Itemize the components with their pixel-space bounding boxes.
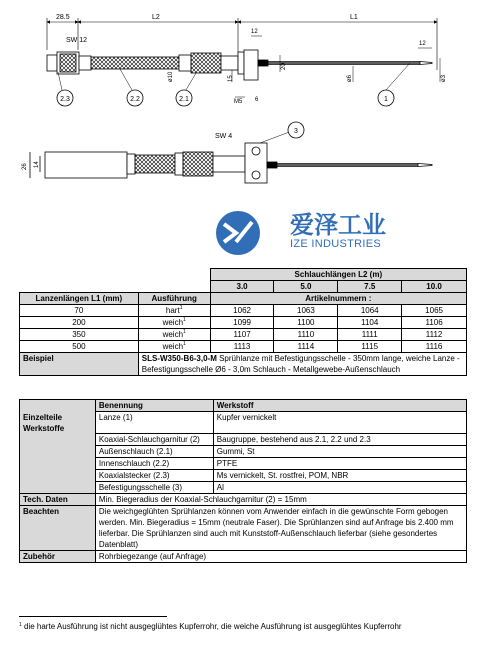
article-number: 1111 bbox=[338, 329, 402, 341]
article-number: 1107 bbox=[210, 329, 274, 341]
article-number: 1062 bbox=[210, 305, 274, 317]
table-row bbox=[20, 412, 467, 434]
callout-1 bbox=[378, 90, 394, 106]
article-number: 1104 bbox=[338, 317, 402, 329]
part-name: Befestigungsschelle (3) bbox=[95, 482, 213, 494]
dim-l1: L1 bbox=[350, 14, 358, 21]
dim-28-5: 28.5 bbox=[56, 14, 70, 21]
dim-6: 6 bbox=[255, 97, 259, 103]
article-number: 1063 bbox=[274, 305, 338, 317]
article-number: 1113 bbox=[210, 341, 274, 353]
tech-data-text: Min. Biegeradius der Koaxial-Schlauchgarnitur (2) = 15mm bbox=[95, 494, 466, 506]
parts-section-label: Einzelteile Werkstoffe bbox=[20, 412, 96, 434]
svg-text:2.3: 2.3 bbox=[60, 96, 70, 103]
article-numbers-header: Artikelnummern : bbox=[210, 293, 466, 305]
svg-text:2.2: 2.2 bbox=[130, 96, 140, 103]
article-number: 1106 bbox=[402, 317, 467, 329]
logo-english: IZE INDUSTRIES bbox=[290, 238, 381, 250]
notes-row bbox=[20, 506, 467, 551]
name-header: Benennung bbox=[95, 400, 213, 412]
article-number-table bbox=[19, 268, 467, 376]
dim-14: 14 bbox=[34, 161, 40, 168]
footnote bbox=[19, 622, 467, 632]
hose-length-header: Schlauchlängen L2 (m) bbox=[210, 269, 466, 281]
version: weich$^1$ bbox=[138, 317, 210, 329]
dim-d10: ø10 bbox=[168, 71, 174, 82]
dim-20: 20 bbox=[281, 63, 287, 70]
tech-data-label: Tech. Daten bbox=[20, 494, 96, 506]
part-material: Kupfer vernickelt bbox=[213, 412, 466, 434]
accessory-row bbox=[20, 551, 467, 563]
dim-l2: L2 bbox=[152, 14, 160, 21]
accessory-text: Rohrbiegezange (auf Anfrage) bbox=[95, 551, 466, 563]
example-text: SLS-W350-B6-3,0-M Sprühlanze mit Befestigungsschelle - 350mm lange, weiche Lanze - Befestigungsschelle Ø6 - 3,0m Schlauch - Metallgewebe-Außenschlauch bbox=[138, 353, 466, 376]
callout-2-3 bbox=[57, 90, 73, 106]
lance-length: 200 bbox=[20, 317, 139, 329]
part-name: Koaxialstecker (2.3) bbox=[95, 470, 213, 482]
accessory-label: Zubehör bbox=[20, 551, 96, 563]
table-row bbox=[20, 458, 467, 470]
callout-2-2 bbox=[127, 90, 143, 106]
material-header: Werkstoff bbox=[213, 400, 466, 412]
table-row bbox=[20, 470, 467, 482]
tech-data-row bbox=[20, 494, 467, 506]
length-col-2: 5.0 bbox=[274, 281, 338, 293]
svg-text:3: 3 bbox=[294, 128, 298, 135]
length-col-3: 7.5 bbox=[338, 281, 402, 293]
notes-text: Die weichgeglühten Sprühlanzen können vom Anwender einfach in die gewünschte Form gebogen werden. Min. Biegeradius = 15mm (neutrale Faser). Die Sprühlanzen sind auf Anfrage bis 2.400 mm lieferbar. Die Sprühlanzen sind auch mit Kunststoff-Außenschlauch lieferbar (siehe gesondertes Datenblatt) bbox=[95, 506, 466, 551]
dim-15: 15 bbox=[228, 75, 234, 82]
article-number: 1099 bbox=[210, 317, 274, 329]
version: weich$^1$ bbox=[138, 341, 210, 353]
table-row bbox=[20, 317, 467, 329]
ize-logo bbox=[216, 211, 386, 255]
article-number: 1115 bbox=[338, 341, 402, 353]
part-name: Außenschlauch (2.1) bbox=[95, 446, 213, 458]
article-number: 1116 bbox=[402, 341, 467, 353]
logo-chinese: 爱泽工业 bbox=[290, 212, 386, 239]
version: weich$^1$ bbox=[138, 329, 210, 341]
article-number: 1114 bbox=[274, 341, 338, 353]
lance-length: 70 bbox=[20, 305, 139, 317]
length-col-4: 10.0 bbox=[402, 281, 467, 293]
dim-12-a: 12 bbox=[251, 29, 258, 35]
dim-d6: ø6 bbox=[347, 74, 353, 82]
svg-text:1: 1 bbox=[384, 96, 388, 103]
dim-sw12: SW 12 bbox=[66, 37, 88, 44]
table-row bbox=[20, 482, 467, 494]
hose-assembly-top bbox=[47, 50, 432, 80]
part-material: Ms vernickelt, St. rostfrei, POM, NBR bbox=[213, 470, 466, 482]
lance-length: 350 bbox=[20, 329, 139, 341]
footnote-text: die harte Ausführung ist nicht ausgeglühtes Kupferrohr, die weiche Ausführung ist ausgeglühtes Kupferrohr bbox=[21, 622, 402, 631]
technical-drawing bbox=[0, 0, 490, 262]
example-row bbox=[20, 353, 467, 376]
table-row bbox=[20, 341, 467, 353]
dim-12-b: 12 bbox=[419, 41, 426, 47]
article-number: 1065 bbox=[402, 305, 467, 317]
side-dimensions bbox=[232, 36, 440, 97]
callout-2-1 bbox=[176, 90, 192, 106]
part-material: Gummi, St bbox=[213, 446, 466, 458]
callout-3 bbox=[288, 122, 304, 138]
article-number: 1100 bbox=[274, 317, 338, 329]
table-row bbox=[20, 329, 467, 341]
footnote-mark: 1 bbox=[19, 622, 22, 628]
part-material: Al bbox=[213, 482, 466, 494]
dim-d3: ø3 bbox=[441, 74, 447, 82]
footnote-divider bbox=[19, 616, 167, 617]
svg-text:2.1: 2.1 bbox=[179, 96, 189, 103]
dim-26: 26 bbox=[22, 163, 28, 170]
part-name: Lanze (1) bbox=[95, 412, 213, 434]
part-material: Baugruppe, bestehend aus 2.1, 2.2 und 2.3 bbox=[213, 434, 466, 446]
article-number: 1110 bbox=[274, 329, 338, 341]
assembly-side-view bbox=[30, 143, 432, 183]
materials-table bbox=[19, 399, 467, 563]
table-row bbox=[20, 446, 467, 458]
notes-label: Beachten bbox=[20, 506, 96, 551]
part-name: Innenschlauch (2.2) bbox=[95, 458, 213, 470]
part-name: Koaxial-Schlauchgarnitur (2) bbox=[95, 434, 213, 446]
dim-sw4: SW 4 bbox=[215, 133, 233, 140]
table-row bbox=[20, 434, 467, 446]
length-col-1: 3.0 bbox=[210, 281, 274, 293]
table-row bbox=[20, 305, 467, 317]
article-number: 1112 bbox=[402, 329, 467, 341]
article-number: 1064 bbox=[338, 305, 402, 317]
dim-m5: M5 bbox=[234, 99, 243, 105]
version: hart$^1$ bbox=[138, 305, 210, 317]
part-material: PTFE bbox=[213, 458, 466, 470]
example-label: Beispiel bbox=[20, 353, 139, 376]
version-header: Ausführung bbox=[138, 293, 210, 305]
lance-length-header: Lanzenlängen L1 (mm) bbox=[20, 293, 139, 305]
lance-length: 500 bbox=[20, 341, 139, 353]
